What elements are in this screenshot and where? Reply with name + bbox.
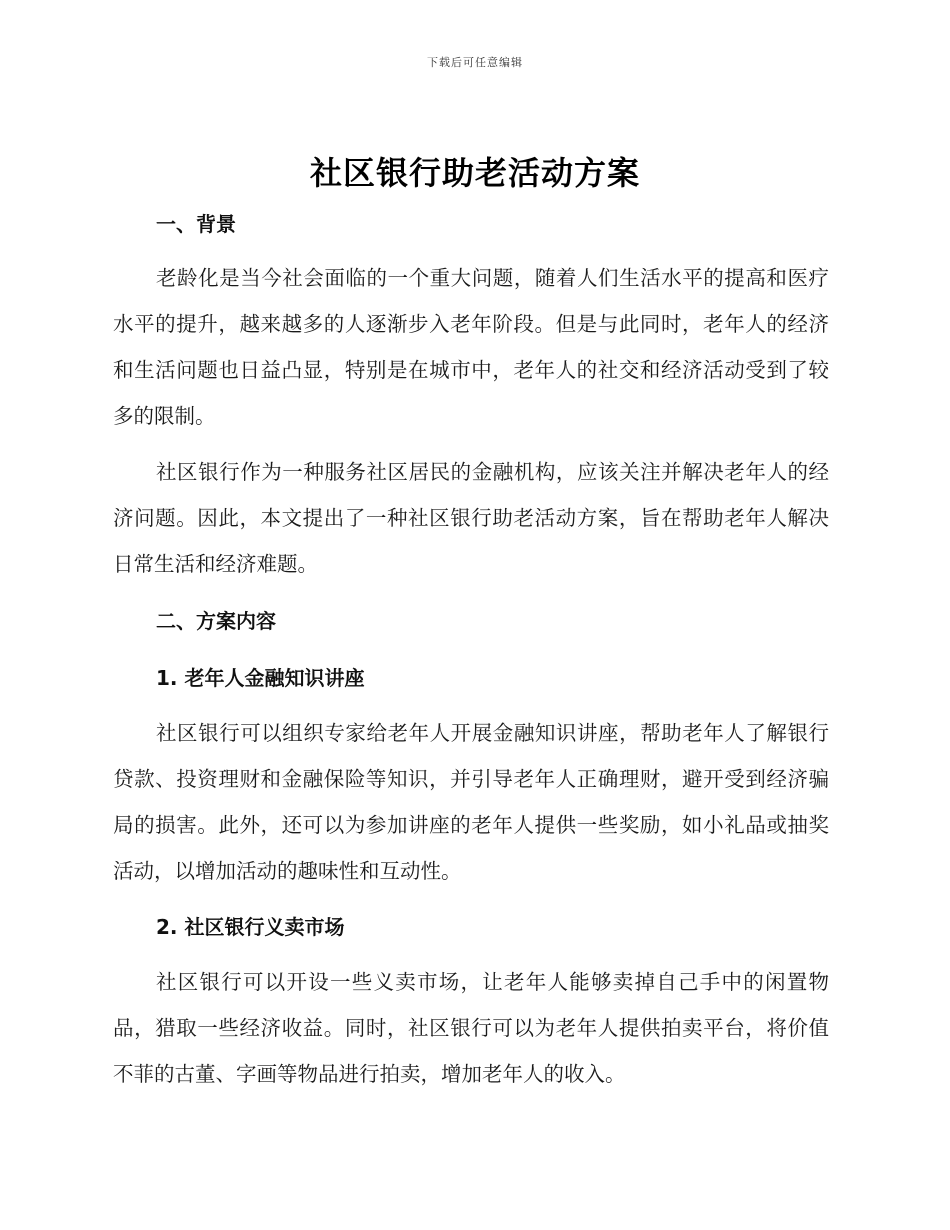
paragraph-lecture: 社区银行可以组织专家给老年人开展金融知识讲座，帮助老年人了解银行贷款、投资理财和金融保险等知识，并引导老年人正确理财，避开受到经济骗局的损害。此外，还可以为参加讲座的老年人提供一些奖励，如小礼品或抽奖活动，以增加活动的趣味性和互动性。	[113, 721, 829, 883]
paragraph-charity-market: 社区银行可以开设一些义卖市场，让老年人能够卖掉自己手中的闲置物品，猎取一些经济收益。同时，社区银行可以为老年人提供拍卖平台，将价值不菲的古董、字画等物品进行拍卖，增加老年人的收入。	[113, 970, 829, 1086]
document-title: 社区银行助老活动方案	[309, 154, 640, 192]
subsection-heading-charity-market: 2. 社区银行义卖市场	[156, 915, 345, 939]
section-heading-plan: 二、方案内容	[156, 609, 276, 633]
paragraph-background-2: 社区银行作为一种服务社区居民的金融机构，应该关注并解决老年人的经济问题。因此，本文提出了一种社区银行助老活动方案，旨在帮助老年人解决日常生活和经济难题。	[113, 460, 829, 576]
paragraph-background-1: 老龄化是当今社会面临的一个重大问题，随着人们生活水平的提高和医疗水平的提升，越来越多的人逐渐步入老年阶段。但是与此同时，老年人的经济和生活问题也日益凸显，特别是在城市中，老年人的社交和经济活动受到了较多的限制。	[113, 266, 829, 428]
page-header-note: 下载后可任意编辑	[427, 56, 523, 69]
subsection-heading-lecture: 1. 老年人金融知识讲座	[156, 666, 365, 690]
section-heading-background: 一、背景	[156, 212, 236, 236]
